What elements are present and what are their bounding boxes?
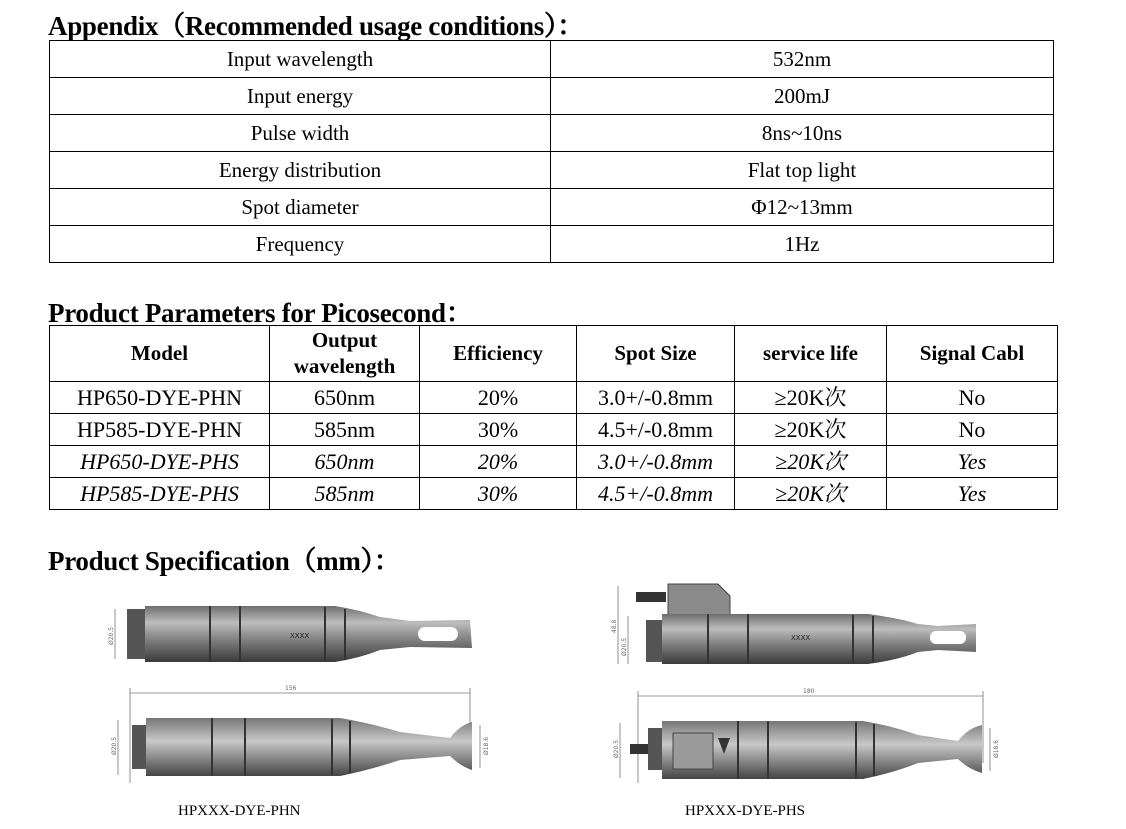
phs-marking: XXXX: [791, 634, 811, 642]
phn-dim-top: Ø20.5: [108, 626, 115, 645]
table-row: [50, 78, 1054, 115]
header-service-life: service life: [735, 326, 887, 382]
header-spot-size: Spot Size: [577, 326, 735, 382]
header-signal-cable: Signal Cabl: [887, 326, 1058, 382]
cell-efficiency: 30%: [420, 414, 577, 446]
header-output-wavelength: Output wavelength: [270, 326, 420, 382]
phs-side-view: [613, 688, 1000, 783]
cell-efficiency: 20%: [420, 446, 577, 478]
condition-label: Frequency: [50, 226, 551, 263]
phs-technical-drawing: [598, 578, 1008, 788]
product-parameters-table: [49, 325, 1058, 510]
cell-spot-size: 3.0+/-0.8mm: [577, 446, 735, 478]
params-heading: Product Parameters for Picosecond：: [48, 298, 473, 328]
cell-efficiency: 30%: [420, 478, 577, 510]
condition-label: Energy distribution: [50, 152, 551, 189]
table-row: [50, 226, 1054, 263]
phn-marking: XXXX: [290, 632, 310, 640]
phn-side-view: [111, 685, 490, 783]
cell-signal-cable: No: [887, 382, 1058, 414]
table-row: [50, 41, 1054, 78]
phs-length: 180: [803, 688, 815, 695]
cell-service-life: ≥20K次: [735, 478, 887, 510]
table-row: [50, 189, 1054, 226]
appendix-heading: Appendix（Recommended usage conditions）：: [48, 11, 584, 41]
table-row: [50, 152, 1054, 189]
phn-dim-tip: Ø18.6: [483, 736, 490, 755]
cell-signal-cable: Yes: [887, 478, 1058, 510]
table-header-row: [50, 326, 1058, 382]
table-row: [50, 478, 1058, 510]
cell-spot-size: 4.5+/-0.8mm: [577, 478, 735, 510]
cell-service-life: ≥20K次: [735, 446, 887, 478]
phs-top-view: [611, 584, 976, 664]
table-row: [50, 446, 1058, 478]
phn-technical-drawing: [100, 590, 490, 795]
cell-model: HP650-DYE-PHN: [50, 382, 270, 414]
header-model: Model: [50, 326, 270, 382]
phn-length: 156: [285, 685, 297, 692]
usage-conditions-table: [49, 40, 1054, 263]
table-row: [50, 382, 1058, 414]
cell-wavelength: 650nm: [270, 446, 420, 478]
table-row: [50, 115, 1054, 152]
cell-service-life: ≥20K次: [735, 414, 887, 446]
condition-label: Input wavelength: [50, 41, 551, 78]
condition-value: 1Hz: [551, 226, 1054, 263]
phn-caption: HPXXX-DYE-PHN: [178, 803, 301, 819]
phs-caption: HPXXX-DYE-PHS: [685, 803, 806, 819]
cell-signal-cable: No: [887, 414, 1058, 446]
cell-model: HP585-DYE-PHS: [50, 478, 270, 510]
cell-wavelength: 585nm: [270, 478, 420, 510]
cell-spot-size: 4.5+/-0.8mm: [577, 414, 735, 446]
phs-dim-top-a: Ø20.5: [621, 637, 628, 656]
cell-model: HP585-DYE-PHN: [50, 414, 270, 446]
phs-dim-top-b: 48.8: [611, 619, 618, 633]
cell-efficiency: 20%: [420, 382, 577, 414]
phs-dim-side: Ø20.5: [613, 739, 620, 758]
phs-dim-tip: Ø18.6: [993, 739, 1000, 758]
phn-top-view: [108, 606, 472, 662]
cell-spot-size: 3.0+/-0.8mm: [577, 382, 735, 414]
condition-label: Spot diameter: [50, 189, 551, 226]
condition-value: 532nm: [551, 41, 1054, 78]
cell-signal-cable: Yes: [887, 446, 1058, 478]
condition-label: Input energy: [50, 78, 551, 115]
phn-dim-side: Ø20.5: [111, 736, 118, 755]
cell-wavelength: 650nm: [270, 382, 420, 414]
header-efficiency: Efficiency: [420, 326, 577, 382]
cell-wavelength: 585nm: [270, 414, 420, 446]
cell-model: HP650-DYE-PHS: [50, 446, 270, 478]
condition-value: 200mJ: [551, 78, 1054, 115]
condition-label: Pulse width: [50, 115, 551, 152]
condition-value: 8ns~10ns: [551, 115, 1054, 152]
table-row: [50, 414, 1058, 446]
cell-service-life: ≥20K次: [735, 382, 887, 414]
spec-heading: Product Specification（mm）：: [48, 546, 401, 576]
condition-value: Φ12~13mm: [551, 189, 1054, 226]
condition-value: Flat top light: [551, 152, 1054, 189]
